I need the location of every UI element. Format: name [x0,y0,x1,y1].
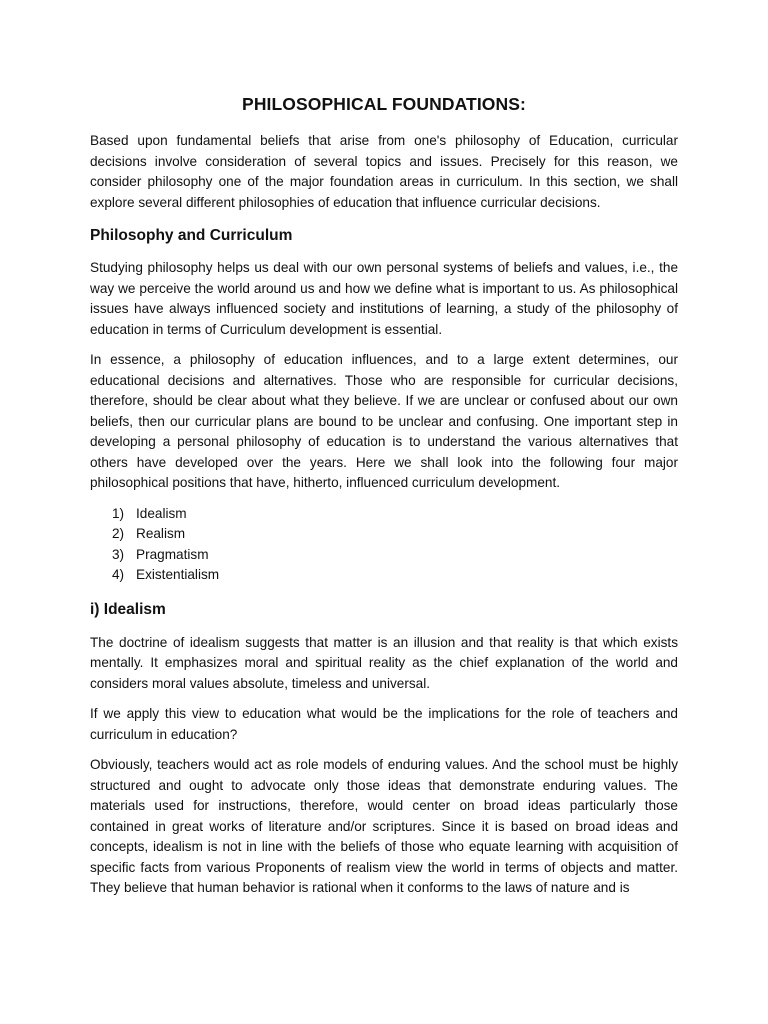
list-item-number: 4) [112,567,125,582]
paragraph-studying-philosophy: Studying philosophy helps us deal with our own personal systems of beliefs and values, i.e., the way we perceive the world around us and how we define what is important to us. As philosophical issues have always influenced society and institutions of learning, a study of the philosophy of education in terms of Curriculum development is essential. [90,260,678,337]
philosophies-list [90,504,678,586]
list-item [112,545,678,566]
document-page [90,92,678,909]
list-item-number: 2) [112,526,125,541]
list-item-label: Existentialism [136,567,220,582]
list-item [112,565,678,586]
list-item [112,504,678,525]
paragraph-in-essence: In essence, a philosophy of education influences, and to a large extent determines, our educational decisions and alternatives. Those who are responsible for curricular decisions, therefore, should be clear about what they believe. If we are unclear or confused about our own beliefs, then our curricular plans are bound to be unclear and confusing. One important step in developing a personal philosophy of education is to understand the various alternatives that others have developed over the years. Here we shall look into the following four major philosophical positions that have, hitherto, influenced curriculum development. [90,352,678,490]
list-item-number: 3) [112,546,125,562]
list-item-label: Realism [136,526,186,541]
list-item-label: Pragmatism [136,546,209,562]
paragraph-obviously: Obviously, teachers would act as role models of enduring values. And the school must be highly structured and ought to advocate only those ideas that demonstrate enduring values. The materials used for instructions, therefore, would center on broad ideas particularly those contained in great works of literature and/or scriptures. Since it is based on broad ideas and concepts, idealism is not in line with the beliefs of those who equate learning with acquisition of specific facts from various Proponents of realism view the world in terms of objects and matter. They believe that human behavior is rational when it conforms to the laws of nature and is [90,757,678,895]
section-heading-idealism: i) Idealism [90,600,166,618]
paragraph-doctrine-idealism: The doctrine of idealism suggests that matter is an illusion and that reality is that which exists mentally. It emphasizes moral and spiritual reality as the chief explanation of the world and considers moral values absolute, timeless and universal. [90,634,678,691]
list-item-label: Idealism [136,505,187,521]
section-heading-philosophy-curriculum: Philosophy and Curriculum [90,227,293,244]
list-item-number: 1) [112,505,125,521]
list-item [112,524,678,545]
intro-paragraph: Based upon fundamental beliefs that arise from one's philosophy of Education, curricular decisions involve consideration of several topics and issues. Precisely for this reason, we consider philosophy one of the major foundation areas in curriculum. In this section, we shall explore several different philosophies of education that influence curricular decisions. [90,133,678,210]
page-title: PHILOSOPHICAL FOUNDATIONS: [242,94,526,114]
paragraph-apply-view: If we apply this view to education what would be the implications for the role of teachers and curriculum in education? [90,706,678,742]
